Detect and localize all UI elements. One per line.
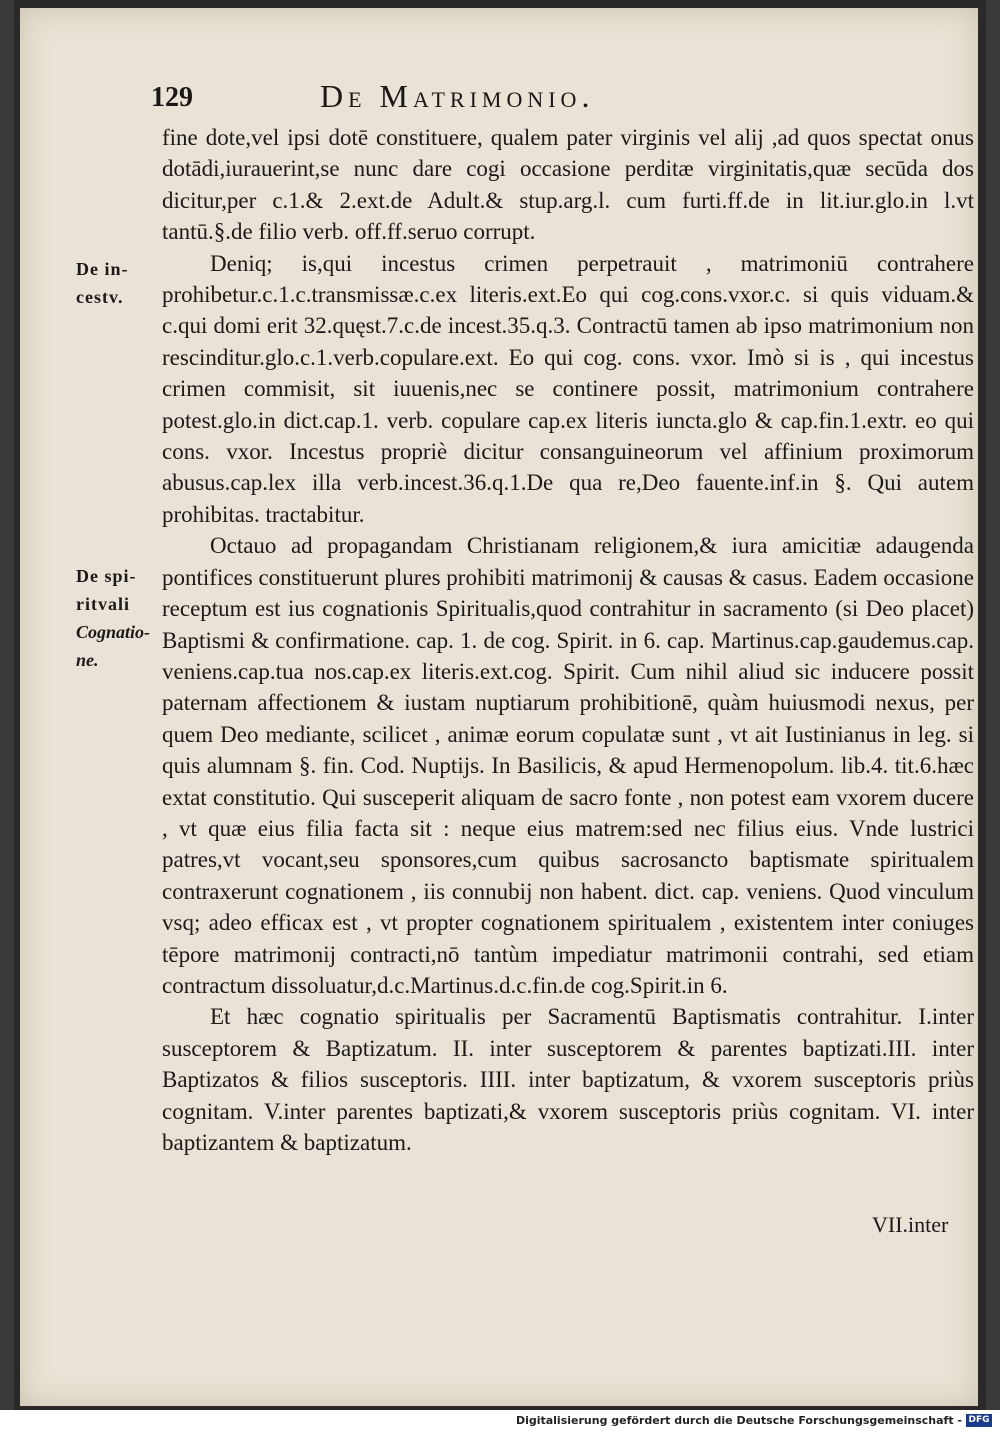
page-number: 129 — [151, 82, 193, 113]
paragraph: Et hæc cognatio spiritualis per Sacramentū Baptismatis contrahitur. I.inter susceptorem & Baptizatum. II. inter susceptorem & parentes baptizati.III. inter Baptizatos & filios susceptoris. IIII. inter baptizatum, & vxorem susceptoris priùs cognitam. V.inter parentes baptizati,& vxorem susceptoris priùs cognitam. VI. inter baptizantem & baptizatum. — [162, 1004, 974, 1155]
funding-notice: Digitalisierung gefördert durch die Deutsche Forschungsgemeinschaft - — [515, 1414, 962, 1427]
margin-note-line: De in- — [76, 259, 129, 279]
page-header — [0, 78, 1000, 122]
catchword: VII.inter — [872, 1212, 949, 1237]
paragraph: fine dote,vel ipsi dotē constituere, qualem pater virginis vel alij ,ad quos spectat onus dotādi,iurauerint,se nunc dare cogi occasione perditæ virginitatis,quæ secūda dos dicitur,per c.1.& 2.ext.de Adult.& stup.arg.l. cum furti.ff.de in lit.iur.glo.in l.vt tantū.§.de filio verb. off.ff.seruo corrupt. — [162, 125, 974, 245]
margin-note-line: cestv. — [76, 287, 124, 307]
footer-bar — [0, 1410, 1000, 1432]
body-text — [162, 122, 974, 1158]
margin-note-line: ritvali — [76, 594, 130, 614]
paragraph: Deniq; is,qui incestus crimen perpetrauit , matrimoniū contrahere prohibetur.c.1.c.transmissæ.c.ex literis.ext.Eo qui cog.cons.vxor.c. si quis viduam.& c.qui domi erit 32.quęst.7.c.de incest.35.q.3. Contractū tamen ab ipso matrimonium non rescinditur.glo.c.1.verb.copulare.ext. Eo qui cog. cons. vxor. Imò si is , qui incestus crimen commisit, sit iuuenis,nec se continere possit, matrimonium contrahere potest.glo.in dict.cap.1. verb. copulare cap.ex literis iuncta.glo & cap.fin.1.extr. eo qui cons. vxor. Incestus propriè dicitur consanguineorum vel affinium proximorum abusus.cap.lex illa verb.incest.36.q.1.De qua re,Deo fauente.inf.in §. Qui autem prohibitas. tractabitur. — [162, 250, 974, 527]
margin-note-line: De spi- — [76, 566, 137, 586]
paragraph: Octauo ad propagandam Christianam religionem,& iura amicitiæ adaugenda pontifices constituerunt plures prohibiti matrimonij & causas & casus. Eadem occasione receptum est ius cognationis Spiritualis,quod contrahitur in sacramento (si Deo placet) Baptismi & confirmatione. cap. 1. de cog. Spirit. in 6. cap. Martinus.cap.gaudemus.cap. veniens.cap.tua nos.cap.ex literis.ext.cog. Spirit. Cum nihil aliud sic inducere possit paternam affectionem & iustam nuptiarum prohibitionē, quàm huiusmodi nexus, per quem Deo mediante, scilicet , animæ eorum copulatæ sunt , vt ait Iustinianus in leg. si quis alumnam §. fin. Cod. Nuptijs. In Basilicis, & apud Hermenopolum. lib.4. tit.6.hæc extat constitutio. Qui susceperit aliquam de sacro fonte , non potest eam vxorem ducere , vt quæ eius filia facta sit : neque eius matrem:sed nec filius eius. Vnde lustrici patres,vt vocant,seu sponsores,cum quibus sacrosancto baptismate spiritualem contraxerunt cognationem , iis connubij non habent. dict. cap. veniens. Quod vinculum vsq; adeo efficax est , vt propter cognationem spiritualem , existentem inter coniuges tēpore matrimonij contracti,nō tantùm impediatur matrimonii contrahi, sed etiam contractum dissoluatur,d.c.Martinus.d.c.fin.de cog.Spirit.in 6. — [162, 533, 974, 998]
running-title: De Matrimonio. — [320, 78, 595, 114]
margin-note-line: Cognatio- — [76, 622, 151, 642]
dfg-logo: DFG — [966, 1414, 992, 1427]
margin-note-line: ne. — [76, 650, 99, 670]
